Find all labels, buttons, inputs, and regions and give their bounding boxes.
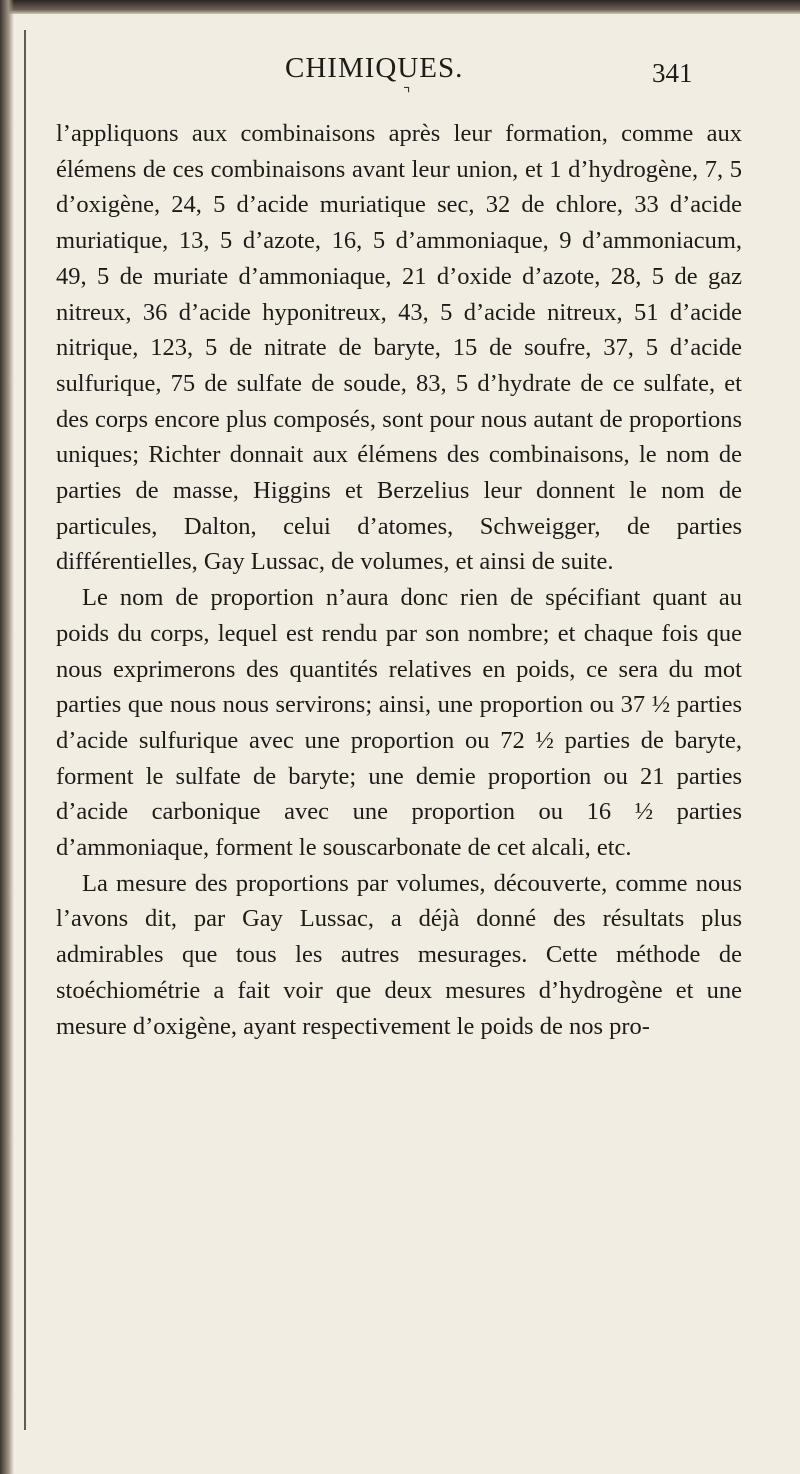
paragraph-continuation: l’appliquons aux combinaisons après leur formation, comme aux élémens de ces combinaisons avant leur union, et 1 d’hydrogène, 7, 5 d’oxigène, 24, 5 d’acide muriatique sec, 32 de chlore, 33 d’acide muriatique, 13, 5 d’azote, 16, 5 d’ammoniaque, 9 d’ammoniacum, 49, 5 de muriate d’ammoniaque, 21 d’oxide d’azote, 28, 5 de gaz nitreux, 36 d’acide hyponitreux, 43, 5 d’acide nitreux, 51 d’acide nitrique, 123, 5 de nitrate de baryte, 15 de soufre, 37, 5 d’acide sulfurique, 75 de sulfate de soude, 83, 5 d’hydrate de ce sulfate, et des corps encore plus composés, sont pour nous autant de proportions uniques; Richter donnait aux élémens des combinaisons, le nom de parties de masse, Higgins et Berzelius leur donnent le nom de particules, Dalton, celui d’atomes, Schweigger, de parties différentielles, Gay Lussac, de volumes, et ainsi de suite. [56,120,742,576]
printer-mark: ⌝ [403,84,411,103]
book-gutter-shadow [0,0,14,1474]
scan-edge-top [0,0,800,14]
running-title: CHIMIQUES. [285,52,464,84]
page-number: 341 [652,58,693,88]
paragraph-volumes: La mesure des proportions par volumes, découverte, comme nous l’avons dit, par Gay Lussac, a déjà donné des résultats plus admirables que tous les autres mesurages. Cette méthode de stoéchiométrie a fait voir que deux mesures d’hydrogène et une mesure d’oxigène, ayant respectivement le poids de nos pro- [56,869,742,1040]
body-text [56,116,742,1044]
page-header [0,52,800,103]
page-edge-rule [24,30,26,1430]
paragraph-proportion: Le nom de proportion n’aura donc rien de spécifiant quant au poids du corps, lequel est rendu par son nombre; et chaque fois que nous exprimerons des quantités relatives en poids, ce sera du mot parties que nous nous servirons; ainsi, une proportion ou 37 ½ parties d’acide sulfurique avec une proportion ou 72 ½ parties de baryte, forment le sulfate de baryte; une demie proportion ou 21 parties d’acide carbonique avec une proportion ou 16 ½ parties d’ammoniaque, forment le souscarbonate de cet alcali, etc. [56,584,742,862]
